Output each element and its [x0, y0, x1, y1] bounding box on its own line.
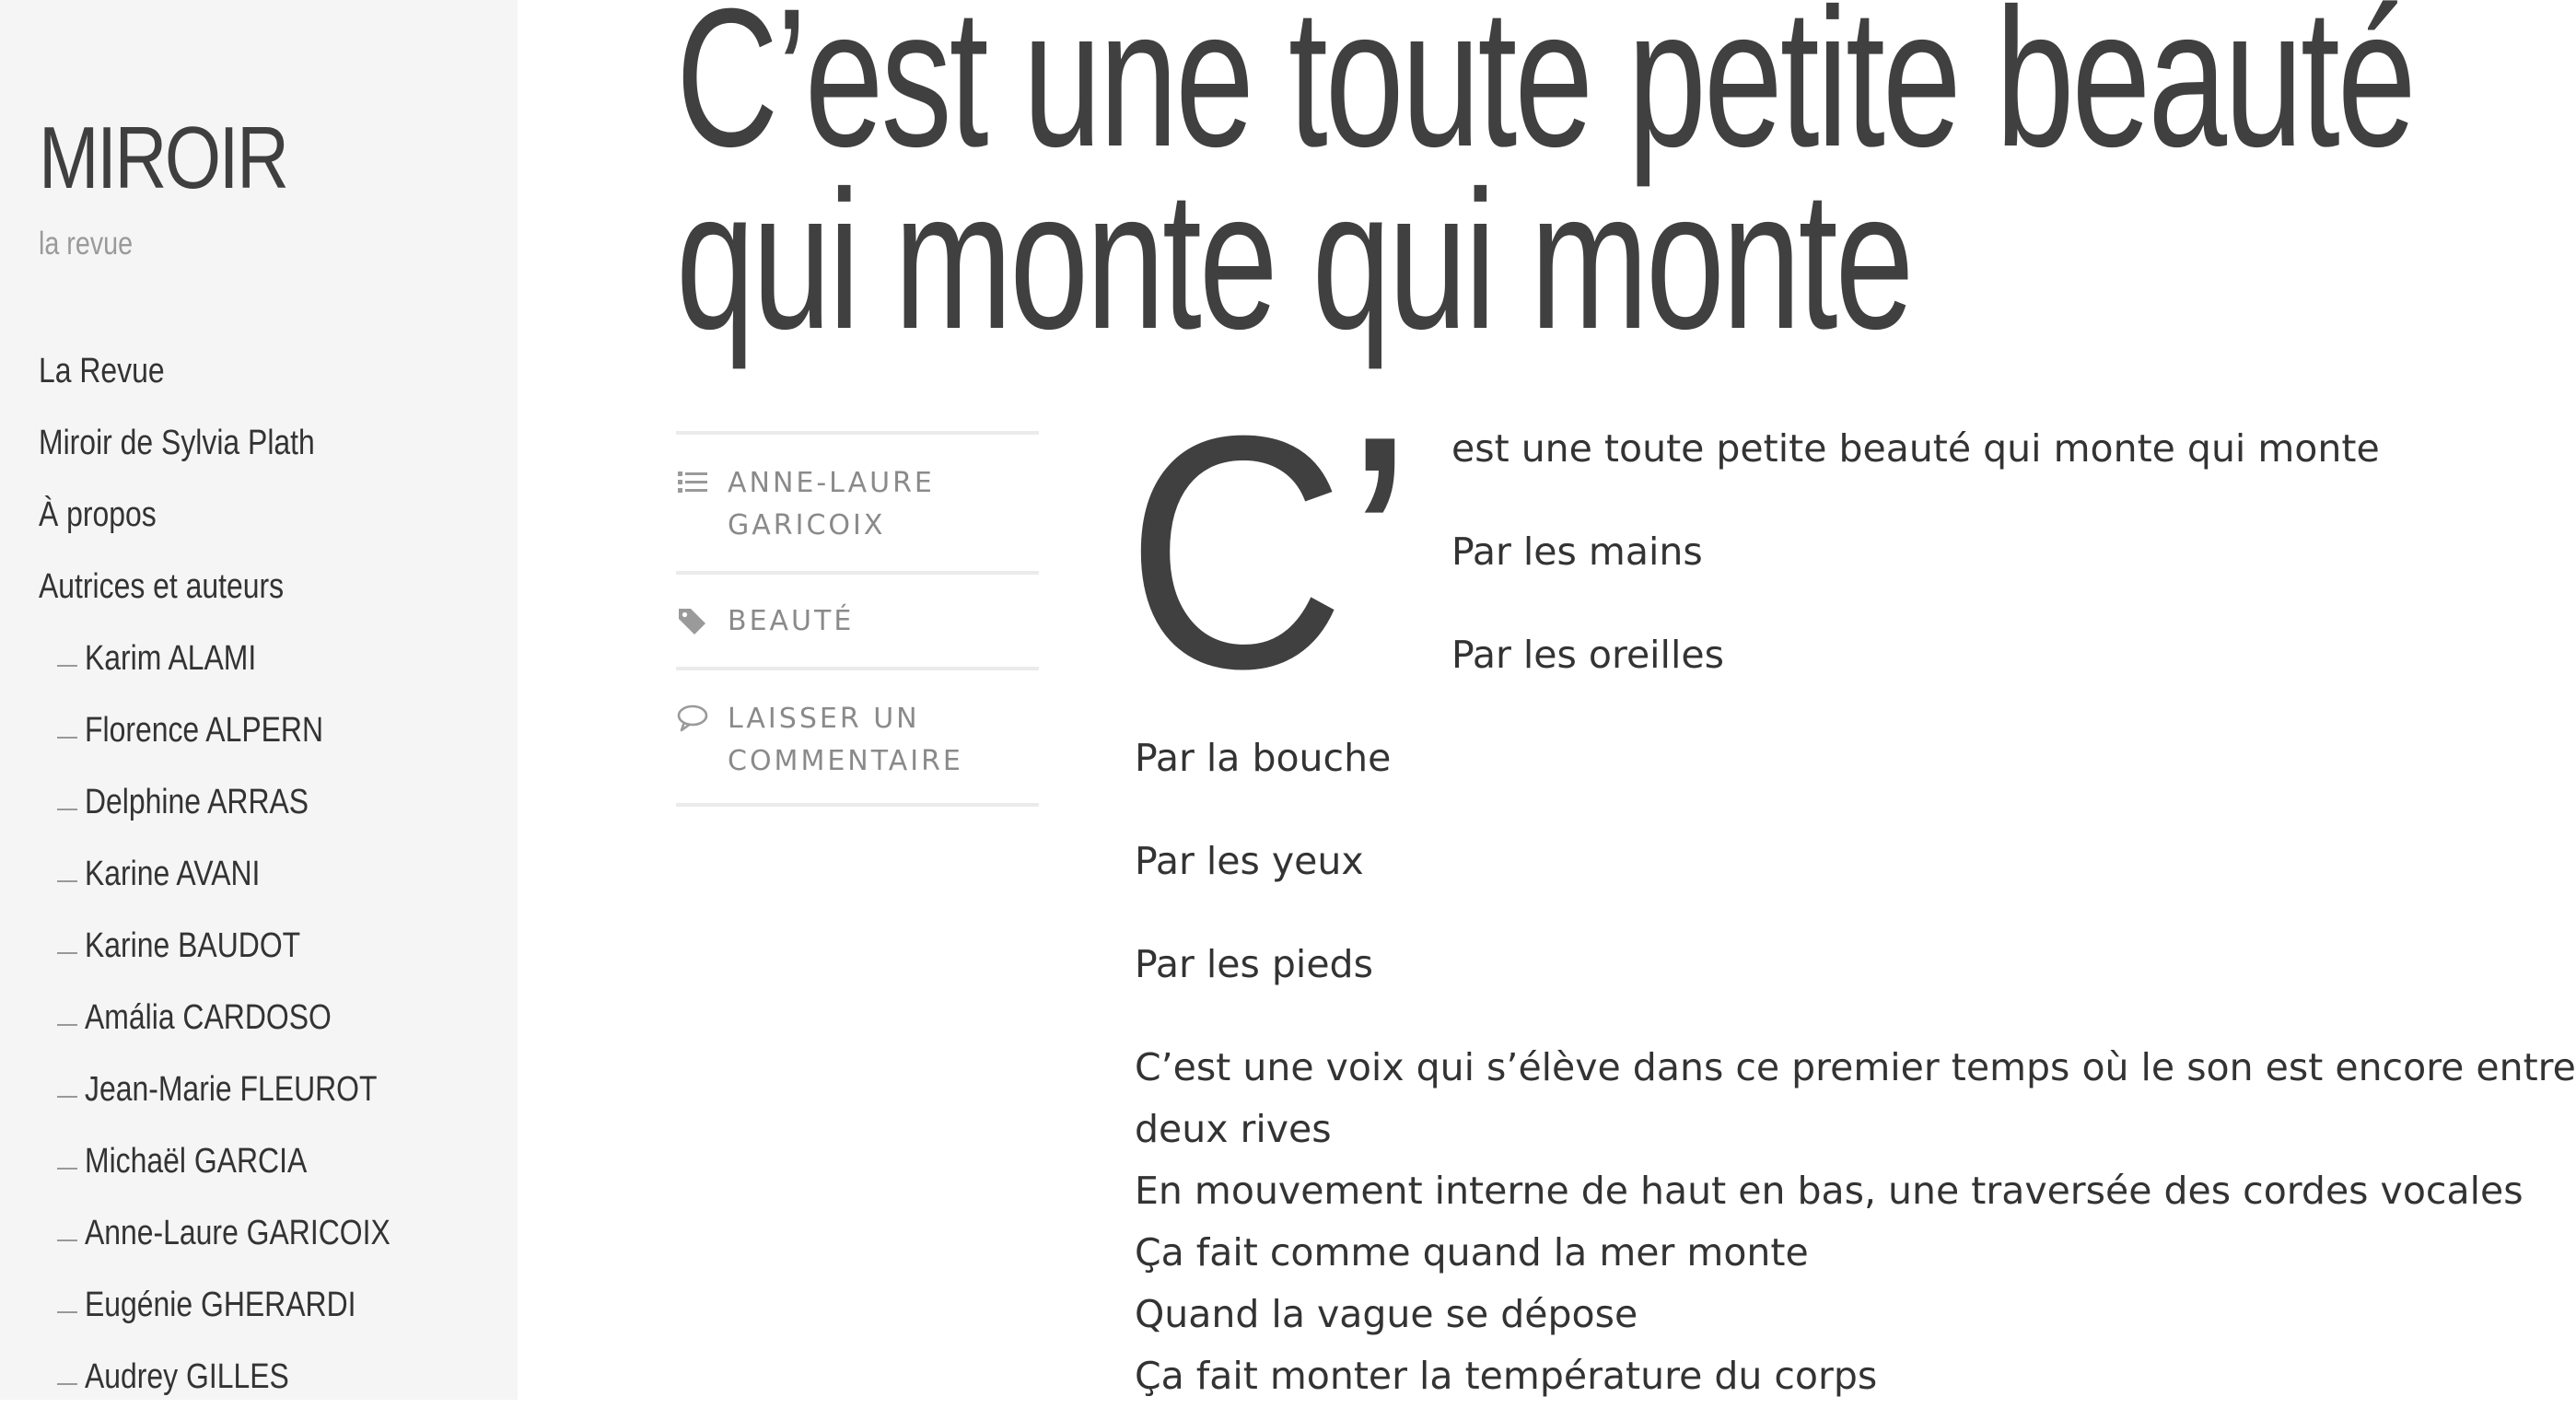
author-link[interactable] [728, 435, 1039, 547]
nav-link-author[interactable]: Delphine ARRAS [85, 783, 309, 821]
post-tags [676, 571, 1039, 667]
nav-subitem [0, 910, 518, 982]
nav-subitem [0, 1197, 518, 1269]
nav-item-autrices-auteurs [0, 551, 518, 623]
dash-icon [57, 1240, 77, 1241]
comment-bubble-icon [676, 702, 709, 735]
post-author [676, 431, 1039, 571]
stanza-line: Ça fait comme quand la mer monte [1135, 1230, 1809, 1275]
tag-link[interactable]: BEAUTÉ [728, 605, 855, 637]
author-name-line: GARICOIX [728, 509, 886, 541]
nav-link-author[interactable]: Audrey GILLES [85, 1357, 289, 1396]
list-icon [676, 466, 709, 499]
stanza-line: C’est une voix qui s’élève dans ce premier temps où le son est encore entre [1135, 1045, 2576, 1089]
nav-item-miroir-sylvia-plath [0, 407, 518, 479]
nav-link-autrices-auteurs[interactable]: Autrices et auteurs [39, 567, 285, 606]
site-description: la revue [39, 226, 134, 262]
nav-subitem [0, 982, 518, 1053]
nav-subitem [0, 1269, 518, 1341]
dash-icon [57, 1383, 77, 1385]
stanza-line: Quand la vague se dépose [1135, 1292, 1638, 1336]
stanza-line: En mouvement interne de haut en bas, une traversée des cordes vocales [1135, 1169, 2524, 1213]
paragraph: Par les yeux [1135, 839, 1364, 883]
post-comments [676, 667, 1039, 807]
stanza [1135, 1037, 2576, 1407]
paragraph: est une toute petite beauté qui monte qui monte [1451, 426, 2380, 471]
nav-link-la-revue[interactable]: La Revue [39, 352, 165, 390]
paragraph: Par les oreilles [1451, 633, 1724, 677]
tag-icon [676, 605, 709, 638]
dash-icon [57, 1096, 77, 1098]
nav-subitem [0, 1125, 518, 1197]
leave-comment-link[interactable] [728, 670, 1039, 783]
leave-comment-line: LAISSER UN [728, 703, 920, 735]
dash-icon [57, 665, 77, 667]
site-title[interactable]: MIROIR [39, 109, 287, 207]
leave-comment-line: COMMENTAIRE [728, 745, 963, 777]
nav-subitem [0, 838, 518, 910]
dash-icon [57, 737, 77, 739]
post-title-line: qui monte qui monte [676, 150, 1912, 370]
dash-icon [57, 1168, 77, 1170]
nav-link-author[interactable]: Karine AVANI [85, 855, 261, 893]
nav-link-author[interactable]: Karine BAUDOT [85, 926, 301, 965]
nav-link-miroir-sylvia-plath[interactable]: Miroir de Sylvia Plath [39, 424, 315, 462]
nav-link-author[interactable]: Michaël GARCIA [85, 1142, 308, 1181]
nav-subitem [0, 623, 518, 694]
nav-subitem [0, 766, 518, 838]
dash-icon [57, 1024, 77, 1026]
nav-link-author[interactable]: Jean-Marie FLEUROT [85, 1070, 378, 1109]
dash-icon [57, 952, 77, 954]
nav-item-la-revue [0, 335, 518, 407]
drop-cap: C’ [1125, 367, 1414, 738]
nav-subitem [0, 694, 518, 766]
stanza-line: Ça fait monter la température du corps [1135, 1354, 1878, 1398]
post-meta [676, 431, 1039, 807]
nav-subitem [0, 1341, 518, 1413]
nav-item-a-propos [0, 479, 518, 551]
nav-link-author[interactable]: Amália CARDOSO [85, 998, 332, 1037]
nav-link-author[interactable]: Karim ALAMI [85, 639, 257, 678]
dash-icon [57, 1311, 77, 1313]
main-navigation [0, 335, 518, 1413]
stanza-line: deux rives [1135, 1107, 1332, 1151]
nav-link-author[interactable]: Anne-Laure GARICOIX [85, 1214, 390, 1252]
nav-link-author[interactable]: Eugénie GHERARDI [85, 1286, 356, 1324]
post-title-line: C’est une toute petite beauté [676, 0, 2414, 188]
nav-link-author[interactable]: Florence ALPERN [85, 711, 324, 750]
nav-subitem [0, 1053, 518, 1125]
dash-icon [57, 809, 77, 810]
paragraph: Par les pieds [1135, 942, 1373, 986]
paragraph: Par la bouche [1135, 736, 1392, 780]
dash-icon [57, 880, 77, 882]
post-title [676, 0, 2414, 370]
author-name-line: ANNE-LAURE [728, 467, 935, 499]
sidebar [0, 0, 518, 1400]
paragraph: Par les mains [1451, 530, 1703, 574]
nav-link-a-propos[interactable]: À propos [39, 495, 157, 534]
